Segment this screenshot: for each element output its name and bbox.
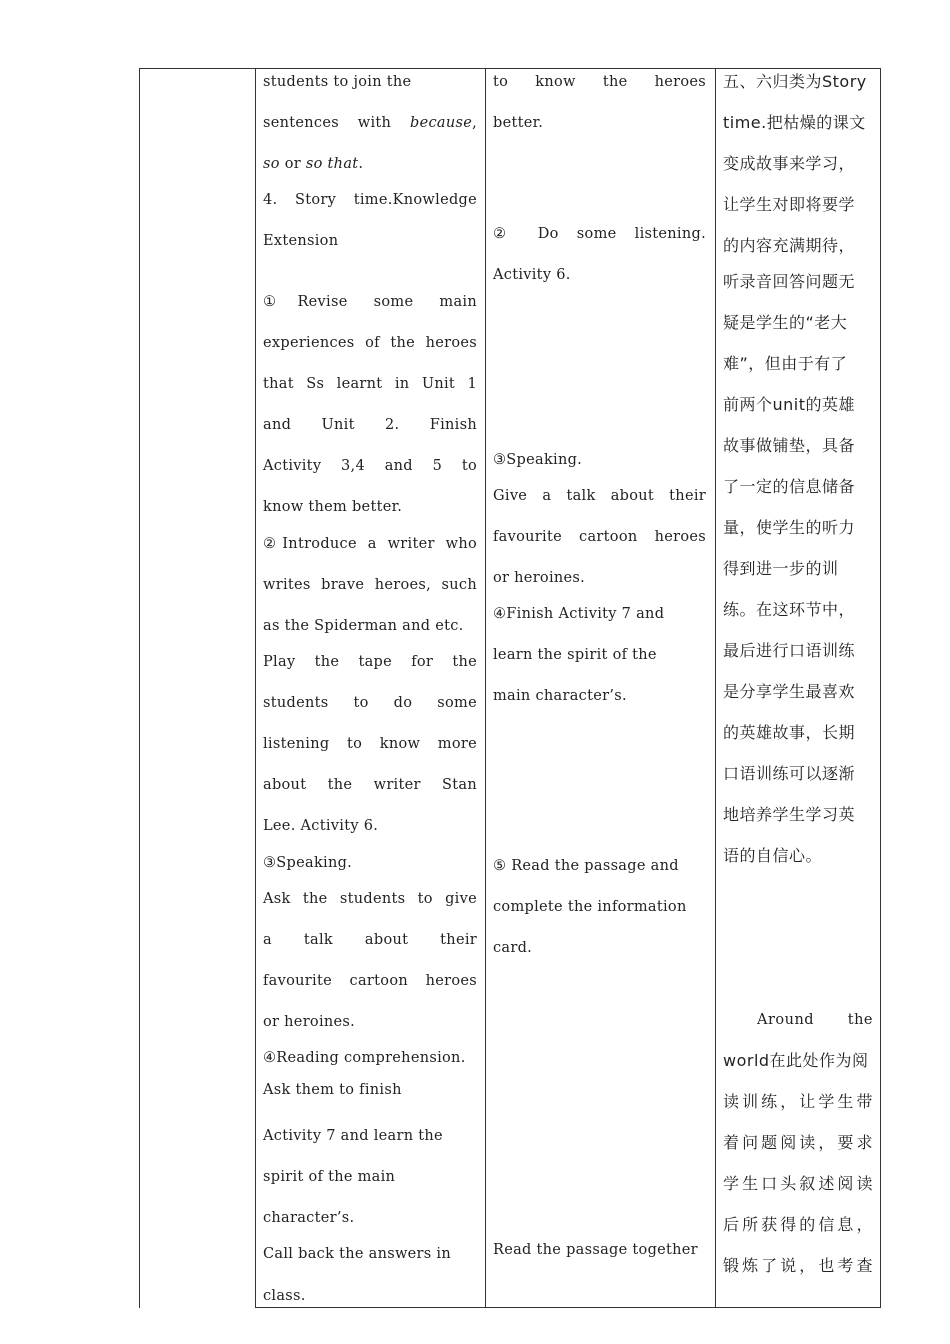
- text-line: 读训练，让学生带: [723, 1092, 873, 1111]
- text-line: 最后进行口语训练: [723, 641, 856, 660]
- text-line: learn the spirit of the: [493, 647, 657, 663]
- text-line: character’s.: [263, 1210, 355, 1226]
- text-line: time.把枯燥的课文: [723, 113, 866, 132]
- text-line: complete the information: [493, 899, 687, 915]
- text-line: 着问题阅读，要求: [723, 1133, 873, 1152]
- text-line: ⑤ Read the passage and: [493, 858, 679, 874]
- text-line: students to join the: [263, 74, 412, 90]
- text-line: or heroines.: [493, 570, 586, 586]
- text-line: know them better.: [263, 499, 403, 515]
- text-line: 五、六归类为Story: [723, 72, 867, 91]
- text-line: 练。在这环节中，: [723, 600, 856, 619]
- column-divider-2: [485, 68, 486, 1308]
- text-line: 听录音回答问题无: [723, 272, 856, 291]
- text-line: ①Revise some main: [263, 294, 477, 310]
- text-line: ②Introduce a writer who: [263, 536, 477, 552]
- text-line: as the Spiderman and etc.: [263, 618, 464, 634]
- text-line: 锻炼了说，也考查: [723, 1256, 873, 1275]
- text-line: listening to know more: [263, 736, 477, 752]
- text-line: 让学生对即将要学: [723, 195, 856, 214]
- text-line: 学生口头叙述阅读: [723, 1174, 873, 1193]
- text-line: 4. Story time.Knowledge: [263, 192, 477, 208]
- text-line: sentences with because,: [263, 115, 477, 131]
- text-line: and Unit 2. Finish: [263, 417, 477, 433]
- text-line: world在此处作为阅: [723, 1051, 869, 1070]
- text-line: 了一定的信息储备: [723, 477, 856, 496]
- text-line: 量，使学生的听力: [723, 518, 856, 537]
- table-left-border: [139, 68, 140, 1308]
- text-line: to know the heroes: [493, 74, 706, 90]
- column-divider-1: [255, 68, 256, 1308]
- text-line: 前两个unit的英雄: [723, 395, 856, 414]
- text-line: ④Finish Activity 7 and: [493, 606, 665, 622]
- text-line: class.: [263, 1288, 306, 1304]
- text-line: writes brave heroes, such: [263, 577, 477, 593]
- text-line: Lee. Activity 6.: [263, 818, 379, 834]
- text-line: main character’s.: [493, 688, 627, 704]
- text-line: 语的自信心。: [723, 846, 823, 865]
- text-line: Give a talk about their: [493, 488, 706, 504]
- text-line: 是分享学生最喜欢: [723, 682, 856, 701]
- text-line: students to do some: [263, 695, 477, 711]
- text-line: so or so that.: [263, 156, 364, 172]
- text-line: ③Speaking.: [493, 452, 583, 468]
- text-line: that Ss learnt in Unit 1: [263, 376, 477, 392]
- text-line: 变成故事来学习，: [723, 154, 856, 173]
- text-line: card.: [493, 940, 533, 956]
- text-line: favourite cartoon heroes: [263, 973, 477, 989]
- text-line: favourite cartoon heroes: [493, 529, 706, 545]
- text-line: 难”，但由于有了: [723, 354, 848, 373]
- text-line: Activity 3,4 and 5 to: [263, 458, 477, 474]
- text-line: 后所获得的信息，: [723, 1215, 873, 1234]
- text-line: 的英雄故事，长期: [723, 723, 856, 742]
- table-right-border: [880, 68, 881, 1308]
- text-line: Read the passage together: [493, 1242, 698, 1258]
- text-line: Activity 6.: [493, 267, 571, 283]
- text-line: 故事做铺垫，具备: [723, 436, 856, 455]
- text-line: spirit of the main: [263, 1169, 396, 1185]
- text-line: ② Do some listening.: [493, 226, 706, 242]
- text-line: Ask them to finish: [263, 1082, 402, 1098]
- text-line: 疑是学生的“老大: [723, 313, 848, 332]
- text-line: 地培养学生学习英: [723, 805, 856, 824]
- table-bottom-border: [255, 1307, 881, 1308]
- text-line: Call back the answers in: [263, 1246, 451, 1262]
- text-line: Around the: [757, 1012, 873, 1028]
- text-line: Ask the students to give: [263, 891, 477, 907]
- text-line: Play the tape for the: [263, 654, 477, 670]
- text-line: ④Reading comprehension.: [263, 1050, 466, 1066]
- text-line: 得到进一步的训: [723, 559, 839, 578]
- text-line: ③Speaking.: [263, 855, 353, 871]
- text-line: 的内容充满期待，: [723, 236, 856, 255]
- text-line: a talk about their: [263, 932, 477, 948]
- text-line: about the writer Stan: [263, 777, 477, 793]
- text-line: Activity 7 and learn the: [263, 1128, 443, 1144]
- text-line: or heroines.: [263, 1014, 356, 1030]
- text-line: better.: [493, 115, 544, 131]
- text-line: experiences of the heroes: [263, 335, 477, 351]
- text-line: Extension: [263, 233, 339, 249]
- column-divider-3: [715, 68, 716, 1308]
- text-line: 口语训练可以逐渐: [723, 764, 856, 783]
